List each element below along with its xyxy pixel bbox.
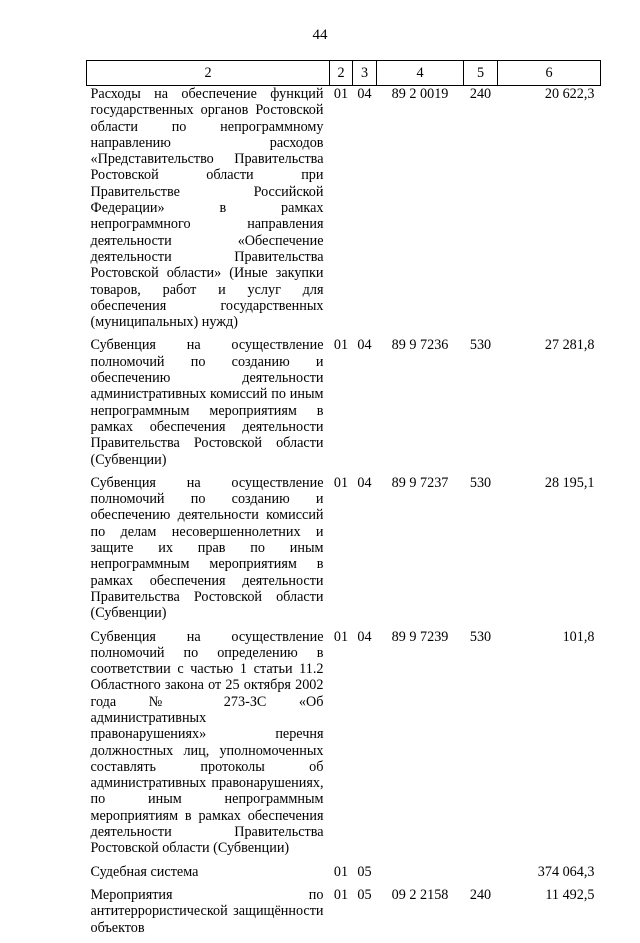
- table-row: [87, 887, 601, 943]
- row-vr: [464, 864, 498, 887]
- page-number: 44: [312, 27, 328, 43]
- row-subsection: 04: [357, 628, 372, 645]
- table-header: [87, 61, 601, 86]
- header-col-name: 2: [87, 61, 330, 86]
- row-name: Мероприятия по антитеррористической защищённости объектов: [90, 886, 324, 936]
- header-col-vr: 5: [464, 61, 498, 86]
- table-body: [87, 86, 601, 943]
- header-col-csr: 4: [377, 61, 464, 86]
- row-csr: 89 9 7237: [391, 474, 449, 491]
- header-col-subsection: 3: [353, 61, 377, 86]
- row-section: 01: [333, 474, 349, 491]
- row-subsection: 04: [357, 86, 372, 102]
- row-name: Субвенция на осуществление полномочий по определению в соответствии с частью 1 статьи 11.2 Областного закона от 25 октября 2002 года № 273-ЗС «Об административных правонарушениях» перечня должностных лиц, уполномоченных составлять протоколы об административных правонарушениях, по иным непрограммным мероприятиям в рамках обеспечения деятельности Правительства Ростовской области (Субвенции): [90, 628, 324, 857]
- row-subsection: 05: [357, 863, 372, 880]
- budget-table: [86, 60, 601, 943]
- row-name: Расходы на обеспечение функций государственных органов Ростовской области по непрограммному направлению расходов «Представительство Правительства Ростовской области при Правительстве Российской Федерации» в рамках непрограммного направления деятельности «Обеспечение деятельности Правительства Ростовской области» (Иные закупки товаров, работ и услуг для обеспечения государственных (муниципальных) нужд): [90, 86, 324, 331]
- row-vr: 530: [469, 474, 492, 491]
- table-row: [87, 629, 601, 864]
- row-vr: 240: [469, 886, 492, 903]
- row-amount: 20 622,3: [544, 86, 595, 102]
- row-section: 01: [333, 337, 349, 354]
- row-csr: 89 9 7239: [391, 628, 449, 645]
- table-row: [87, 337, 601, 474]
- row-csr: 89 9 7236: [391, 337, 449, 354]
- row-section: 01: [333, 863, 349, 880]
- row-vr: 530: [469, 628, 492, 645]
- row-amount: 28 195,1: [544, 474, 595, 491]
- row-csr: 09 2 2158: [391, 886, 449, 903]
- row-name: Судебная система: [90, 863, 199, 880]
- row-section: 01: [333, 886, 349, 903]
- table-row: [87, 475, 601, 629]
- row-amount: 27 281,8: [544, 337, 595, 354]
- table-row: [87, 86, 601, 338]
- row-subsection: 04: [357, 337, 372, 354]
- row-amount: 11 492,5: [545, 886, 595, 903]
- header-col-amount: 6: [498, 61, 601, 86]
- row-section: 01: [333, 628, 349, 645]
- row-vr: 530: [469, 337, 492, 354]
- row-subsection: 05: [357, 886, 372, 903]
- row-amount: 101,8: [562, 628, 595, 645]
- table-row: [87, 864, 601, 887]
- row-amount: 374 064,3: [537, 863, 595, 880]
- row-csr: 89 2 0019: [391, 86, 449, 102]
- row-csr: [377, 864, 464, 887]
- row-name: Субвенция на осуществление полномочий по созданию и обеспечению деятельности комиссий по делам несовершеннолетних и защите их прав по иным непрограммным мероприятиям в рамках обеспечения деятельности Правительства Ростовской области (Субвенции): [90, 474, 324, 622]
- row-subsection: 04: [357, 474, 372, 491]
- row-name: Субвенция на осуществление полномочий по созданию и обеспечению деятельности административных комиссий по иным непрограммным мероприятиям в рамках обеспечения деятельности Правительства Ростовской области (Субвенции): [90, 337, 324, 468]
- header-col-section: 2: [330, 61, 353, 86]
- row-vr: 240: [469, 86, 492, 102]
- row-section: 01: [333, 86, 349, 102]
- table-header-row: [87, 61, 601, 86]
